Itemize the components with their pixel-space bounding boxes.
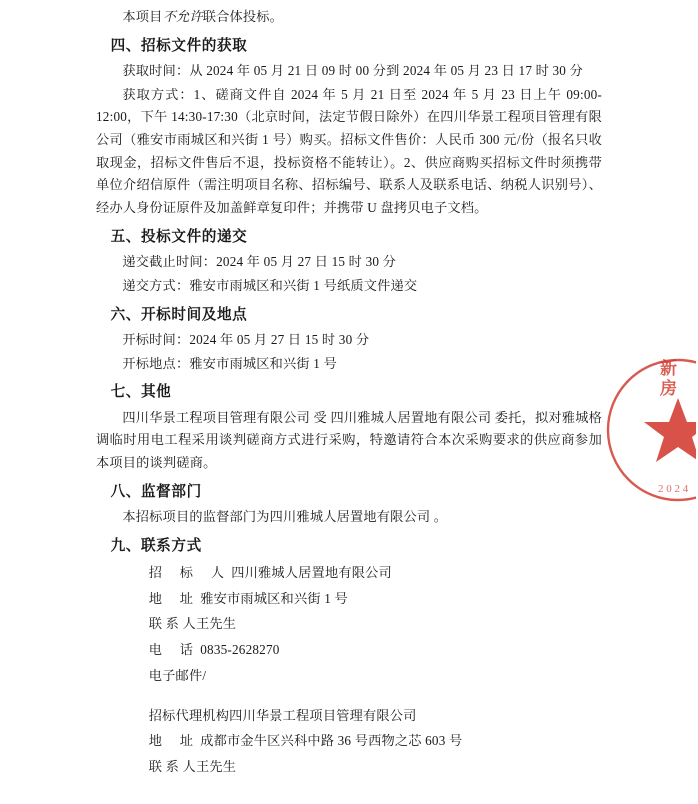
section-7-paragraph-1: 四川华景工程项目管理有限公司 受 四川雅城人居置地有限公司 委托，拟对雅城格调临时用电工程采用谈判磋商方式进行采购，特邀请符合本次采购要求的供应商参加本项目的谈判磋商。 bbox=[96, 409, 602, 470]
section-6-paragraph-2: 开标地点：雅安市雨城区和兴街 1 号 bbox=[122, 355, 337, 371]
intro-italic: 不允许 bbox=[162, 9, 203, 24]
section-5-paragraph-1: 递交截止时间：2024 年 05 月 27 日 15 时 30 分 bbox=[122, 254, 397, 270]
contact-label: 地 址 bbox=[148, 733, 201, 749]
intro-before: 本项目 bbox=[122, 9, 163, 24]
svg-text:房: 房 bbox=[660, 379, 677, 398]
section-heading-5: 五、投标文件的递交 bbox=[110, 228, 248, 245]
contact-value: 雅安市雨城区和兴街 1 号 bbox=[200, 590, 348, 606]
contact-label: 联 系 人 bbox=[148, 758, 196, 774]
contact-row-agency-person bbox=[96, 754, 602, 780]
contact-row-address bbox=[96, 586, 602, 612]
contact-label: 招标代理机构 bbox=[148, 707, 230, 723]
contact-label: 电 话 bbox=[148, 642, 201, 658]
contact-label: 招 标 人 bbox=[148, 564, 232, 580]
section-4-paragraph-2: 获取方式：1、磋商文件自 2024 年 5 月 21 日至 2024 年 5 月 23 日上午 09:00-12:00，下午 14:30-17:30（北京时间，法定节假日除外）在四川华景工程项目管理有限公司（雅安市雨城区和兴街 1 号）购买。招标文件售价：人民币 300 元/份（报名只收取现金，招标文件售后不退，投标资格不能转让）。2、供应商购买招标文件时须携带 单位介绍信原件（需注明项目名称、招标编号、联系人及联系电话、纳税人识别号）、经办人身份证原件及加盖鲜章复印件；并携带 U 盘拷贝电子文档。 bbox=[96, 86, 602, 216]
section-heading-8: 八、监督部门 bbox=[110, 483, 202, 500]
contact-label: 地 址 bbox=[148, 590, 201, 606]
contact-value: 王先生 bbox=[195, 616, 237, 632]
contact-label: 联 系 人 bbox=[148, 616, 196, 632]
contact-group-divider bbox=[96, 689, 602, 703]
contact-row-email bbox=[96, 663, 602, 689]
contact-value: 四川雅城人居置地有限公司 bbox=[231, 564, 392, 580]
intro-paragraph bbox=[96, 6, 602, 29]
section-5-paragraph-2: 递交方式：雅安市雨城区和兴街 1 号纸质文件递交 bbox=[122, 277, 418, 293]
section-heading-4: 四、招标文件的获取 bbox=[110, 37, 248, 54]
section-6-paragraph-1: 开标时间：2024 年 05 月 27 日 15 时 30 分 bbox=[122, 331, 370, 347]
svg-text:新: 新 bbox=[660, 359, 677, 378]
contact-row-agency-address bbox=[96, 728, 602, 754]
contact-value: 0835-2628270 bbox=[200, 642, 280, 658]
svg-text:2 0 2 4: 2 0 2 4 bbox=[658, 483, 689, 495]
intro-after: 联合体投标。 bbox=[202, 9, 284, 24]
contact-row-person bbox=[96, 611, 602, 637]
section-4-paragraph-1: 获取时间：从 2024 年 05 月 21 日 09 时 00 分到 2024 年 05 月 23 日 17 时 30 分 bbox=[122, 62, 583, 78]
contact-row-tenderer bbox=[96, 560, 602, 586]
section-8-paragraph-1: 本招标项目的监督部门为四川雅城人居置地有限公司 。 bbox=[122, 508, 448, 524]
contact-row-phone bbox=[96, 637, 602, 663]
contact-row-agency bbox=[96, 703, 602, 729]
contact-value: 四川华景工程项目管理有限公司 bbox=[229, 707, 417, 723]
contact-value: / bbox=[202, 667, 207, 683]
contact-label: 电子邮件 bbox=[148, 667, 203, 683]
contact-value: 成都市金牛区兴科中路 36 号西物之芯 603 号 bbox=[200, 733, 463, 749]
section-heading-6: 六、开标时间及地点 bbox=[110, 306, 248, 323]
section-heading-9: 九、联系方式 bbox=[110, 537, 202, 554]
contact-value: 王先生 bbox=[195, 758, 237, 774]
section-heading-7: 七、其他 bbox=[110, 384, 172, 401]
